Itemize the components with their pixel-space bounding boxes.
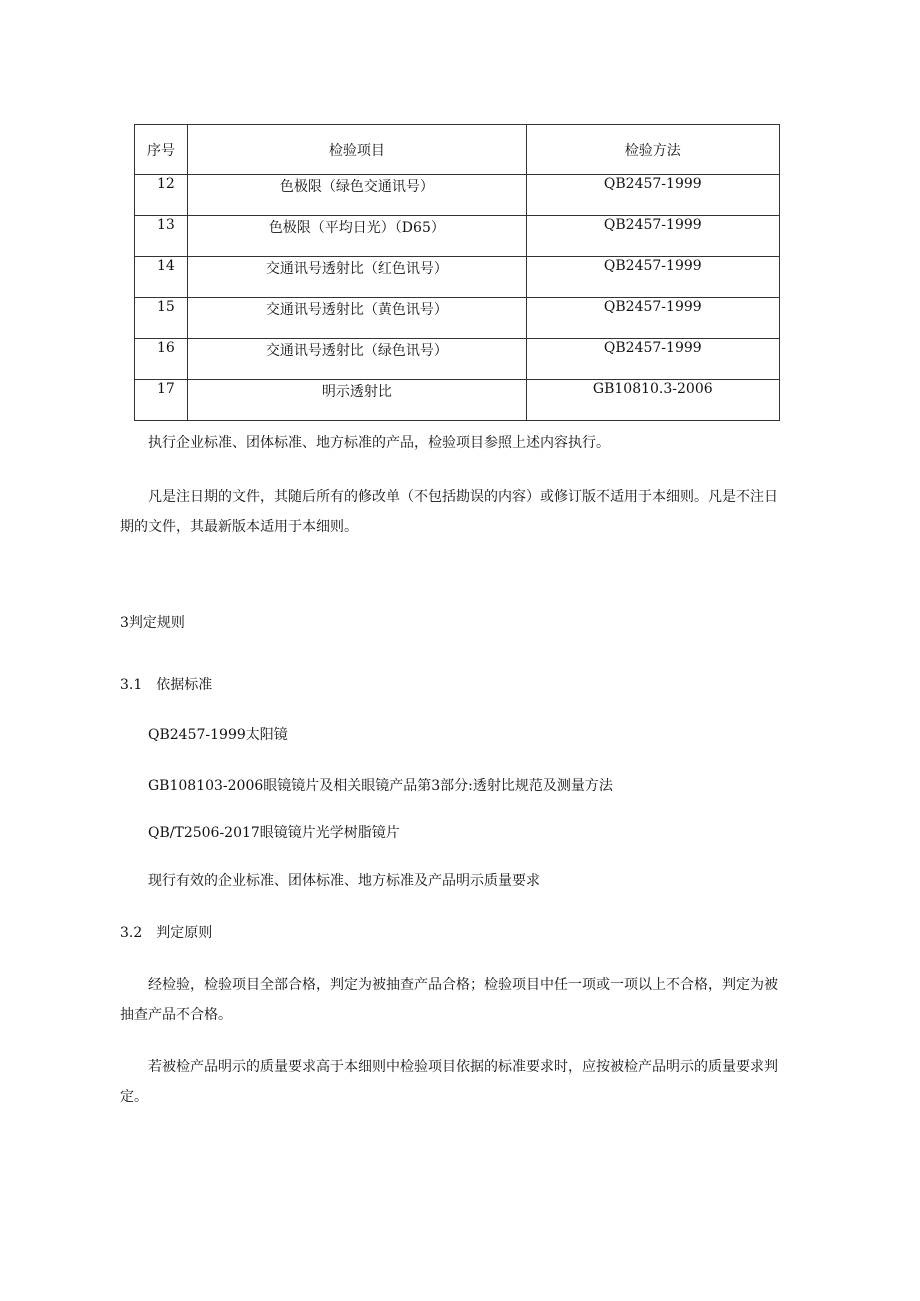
- row-no: 16: [135, 339, 188, 380]
- section-3-1-title: 3.1 依据标准: [120, 677, 213, 693]
- table-row: [135, 175, 780, 216]
- row-method: GB10810.3-2006: [526, 380, 779, 421]
- table-row: [135, 216, 780, 257]
- header-no: 序号: [135, 125, 188, 175]
- standard-item: GB108103-2006眼镜镜片及相关眼镜产品第3部分:透射比规范及测量方法: [148, 778, 613, 794]
- row-no: 12: [135, 175, 188, 216]
- table-row: [135, 257, 780, 298]
- standard-item: QB/T2506-2017眼镜镜片光学树脂镜片: [148, 825, 400, 841]
- row-method: QB2457-1999: [526, 339, 779, 380]
- row-no: 15: [135, 298, 188, 339]
- note-dated-references: 凡是注日期的文件，其随后所有的修改单（不包括勘误的内容）或修订版不适用于本细则。凡是不注日期的文件，其最新版本适用于本细则。: [120, 489, 778, 535]
- header-item: 检验项目: [188, 125, 527, 175]
- row-item: 色极限（绿色交通讯号）: [188, 175, 527, 216]
- row-method: QB2457-1999: [526, 175, 779, 216]
- row-no: 14: [135, 257, 188, 298]
- standard-item: QB2457-1999太阳镜: [148, 727, 288, 743]
- judgment-principle-paragraph: 经检验，检验项目全部合格，判定为被抽查产品合格；检验项目中任一项或一项以上不合格，判定为被抽查产品不合格。: [120, 977, 778, 1023]
- table-row: [135, 380, 780, 421]
- row-item: 明示透射比: [188, 380, 527, 421]
- row-no: 13: [135, 216, 188, 257]
- row-item: 色极限（平均日光）（D65）: [188, 216, 527, 257]
- section-3-2-title: 3.2 判定原则: [120, 925, 213, 941]
- row-no: 17: [135, 380, 188, 421]
- standard-item: 现行有效的企业标准、团体标准、地方标准及产品明示质量要求: [148, 873, 540, 889]
- judgment-override-paragraph: 若被检产品明示的质量要求高于本细则中检验项目依据的标准要求时，应按被检产品明示的质量要求判定。: [120, 1059, 778, 1105]
- note-execution: 执行企业标准、团体标准、地方标准的产品，检验项目参照上述内容执行。: [148, 435, 610, 451]
- inspection-table: [134, 124, 780, 421]
- row-method: QB2457-1999: [526, 216, 779, 257]
- row-method: QB2457-1999: [526, 257, 779, 298]
- row-item: 交通讯号透射比（红色讯号）: [188, 257, 527, 298]
- row-item: 交通讯号透射比（黄色讯号）: [188, 298, 527, 339]
- table-row: [135, 339, 780, 380]
- header-method: 检验方法: [526, 125, 779, 175]
- row-method: QB2457-1999: [526, 298, 779, 339]
- table-row: [135, 298, 780, 339]
- row-item: 交通讯号透射比（绿色讯号）: [188, 339, 527, 380]
- table-header-row: [135, 125, 780, 175]
- section-3-title: 3判定规则: [120, 615, 185, 631]
